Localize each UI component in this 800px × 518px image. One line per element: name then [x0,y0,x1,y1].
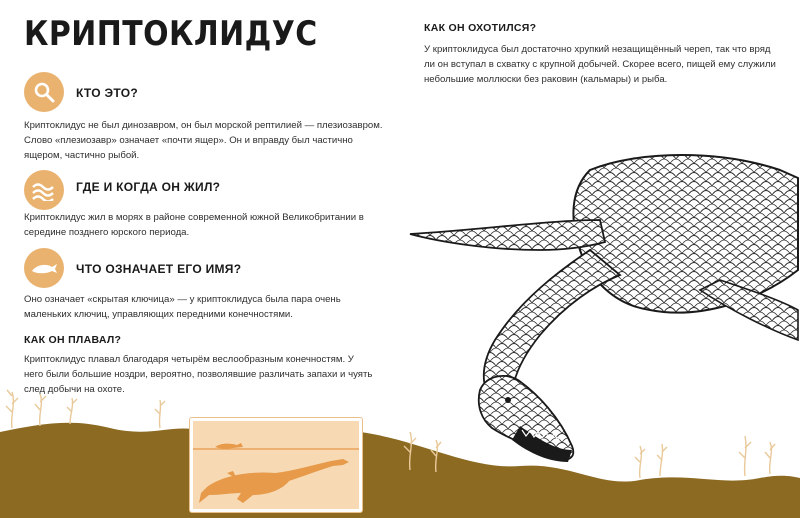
magnifier-icon [24,72,64,112]
section-heading-who: КТО ЭТО? [76,86,138,100]
sea-waves-icon [24,170,64,210]
cryptoclidus-illustration [400,150,800,480]
section-heading-swim: КАК ОН ПЛАВАЛ? [24,334,122,346]
section-text-who: Криптоклидус не был динозавром, он был морской рептилией — плезиозавром. Слово «плезиозавр» означает «почти ящер». Он и вправду был частично ящером, частично рыбой. [24,120,383,161]
section-text-where: Криптоклидус жил в морях в районе современной южной Великобритании в середине позднего юрского периода. [24,212,364,238]
page-title: КРИПТОКЛИДУС [24,14,318,54]
section-text-name: Оно означает «скрытая ключица» — у криптоклидуса была пара очень маленьких ключиц, управляющих передними конечностями. [24,294,341,320]
section-heading-name: ЧТО ОЗНАЧАЕТ ЕГО ИМЯ? [76,262,242,276]
cryptoclidus-silhouette [193,421,359,509]
fish-silhouette-icon [24,248,64,288]
section-heading-where: ГДЕ И КОГДА ОН ЖИЛ? [76,180,221,194]
size-comparison-inset [190,418,362,512]
section-text-swim: Криптоклидус плавал благодаря четырём веслообразным конечностям. У него были большие ноздри, вероятно, позволявшие различать запахи и чуять след добычи на охоте. [24,354,373,395]
section-heading-hunt: КАК ОН ОХОТИЛСЯ? [424,22,537,34]
section-text-hunt: У криптоклидуса был достаточно хрупкий незащищённый череп, так что вряд ли он вступал в схватку с крупной добычей. Скорее всего, пищей ему служили небольшие моллюски без раковин (кальмары) и рыба. [424,44,776,85]
human-swimmer-icon [215,443,243,449]
